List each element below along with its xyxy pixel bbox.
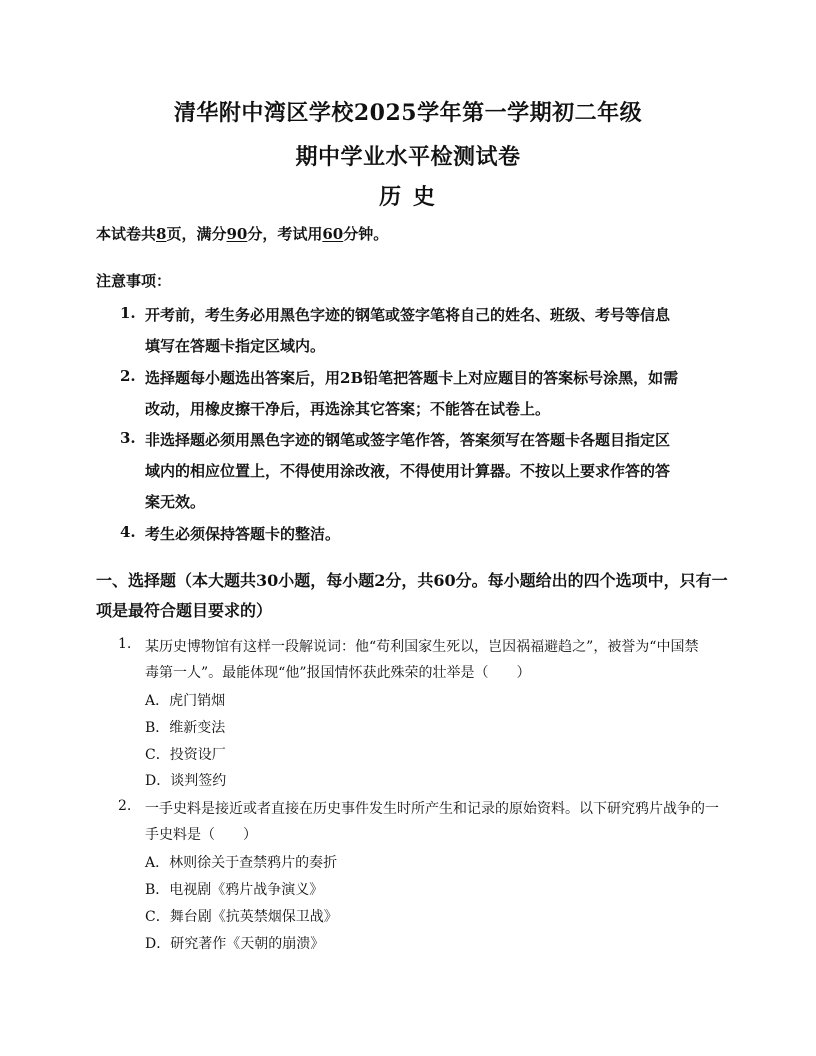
answer-option: C．舞台剧《抗英禁烟保卫战》 xyxy=(145,909,338,925)
info-mid1: 页，满分 xyxy=(166,225,227,243)
note-text: 非选择题必须用黑色字迹的钢笔或签字笔作答，答案须写在答题卡各题目指定区 xyxy=(145,431,671,449)
question-text: 某历史博物馆有这样一段解说词：他“苟利国家生死以，岂因祸福避趋之”，被誉为“中国禁 xyxy=(145,639,699,655)
info-score: 90 xyxy=(226,225,248,243)
answer-option: D．研究著作《天朝的崩溃》 xyxy=(145,936,325,952)
note-text: 域内的相应位置上，不得使用涂改液，不得使用计算器。不按以上要求作答的答 xyxy=(145,462,671,480)
answer-option: A．林则徐关于查禁鸦片的奏折 xyxy=(145,855,338,871)
question-text: 手史料是（ ） xyxy=(145,827,257,843)
section-heading: 项是最符合题目要求的） xyxy=(96,601,273,620)
question-text: 一手史料是接近或者直接在历史事件发生时所产生和记录的原始资料。以下研究鸦片战争的一 xyxy=(145,801,719,817)
answer-option: D．谈判签约 xyxy=(145,773,227,789)
answer-option: C．投资设厂 xyxy=(145,747,226,763)
info-prefix: 本试卷共 xyxy=(96,225,157,243)
notes-heading: 注意事项： xyxy=(96,272,172,290)
note-number: 3. xyxy=(120,429,136,447)
note-number: 1. xyxy=(120,304,136,322)
note-number: 2. xyxy=(120,367,136,385)
answer-option: B．电视剧《鸦片战争演义》 xyxy=(145,882,324,898)
info-mid2: 分，考试用 xyxy=(247,225,323,243)
exam-info xyxy=(96,223,388,244)
note-text: 改动，用橡皮擦干净后，再选涂其它答案；不能答在试卷上。 xyxy=(145,400,551,418)
note-text: 开考前，考生务必用黑色字迹的钢笔或签字笔将自己的姓名、班级、考号等信息 xyxy=(145,306,671,324)
info-suffix: 分钟。 xyxy=(343,225,389,243)
section-heading: 一、选择题（本大题共30小题，每小题2分，共60分。每小题给出的四个选项中，只有一 xyxy=(96,571,728,590)
answer-option: B．维新变法 xyxy=(145,720,226,736)
note-text: 考生必须保持答题卡的整洁。 xyxy=(145,525,341,543)
note-text: 选择题每小题选出答案后，用2B铅笔把答题卡上对应题目的答案标号涂黑，如需 xyxy=(145,369,679,387)
subject-title: 历 史 xyxy=(379,184,437,210)
question-number: 2. xyxy=(118,798,132,814)
note-text: 填写在答题卡指定区域内。 xyxy=(145,337,326,355)
exam-subtitle: 期中学业水平检测试卷 xyxy=(295,144,521,170)
info-minutes: 60 xyxy=(322,225,344,243)
info-pages: 8 xyxy=(156,225,167,243)
exam-title: 清华附中湾区学校2025学年第一学期初二年级 xyxy=(173,100,643,126)
answer-option: A．虎门销烟 xyxy=(145,693,226,709)
note-number: 4. xyxy=(120,523,136,541)
question-number: 1. xyxy=(118,636,132,652)
question-text: 毒第一人”。最能体现“他”报国情怀获此殊荣的壮举是（ ） xyxy=(145,665,531,681)
note-text: 案无效。 xyxy=(145,493,206,511)
